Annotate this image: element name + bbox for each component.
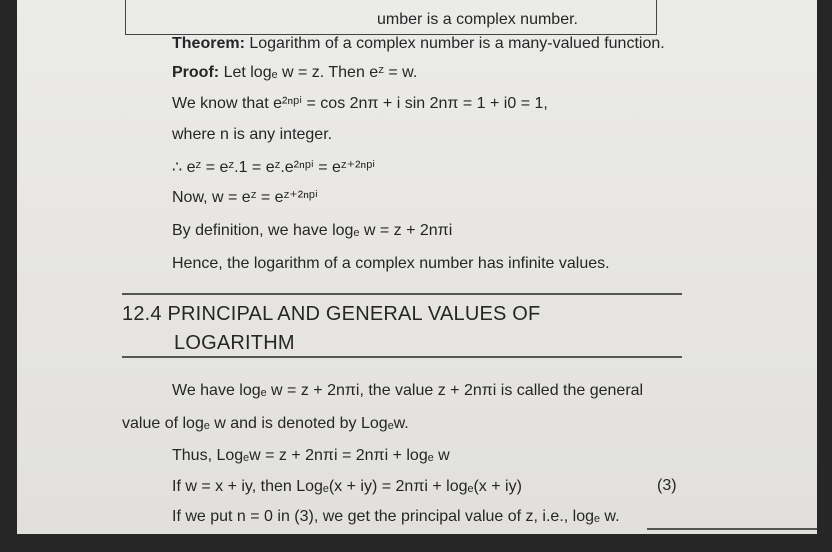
know-line: We know that e²ⁿᵖⁱ = cos 2nπ + i sin 2nπ = 1 + i0 = 1, [172, 95, 548, 112]
section-number: 12.4 [122, 303, 162, 325]
section-title-line2: LOGARITHM [174, 332, 295, 354]
theorem-label: Theorem: [172, 35, 245, 52]
textbook-page [17, 0, 817, 534]
proof-label: Proof: [172, 64, 220, 81]
now-line: Now, w = eᶻ = eᶻ⁺²ⁿᵖⁱ [172, 189, 318, 206]
integer-line: where n is any integer. [172, 126, 333, 143]
section-top-rule [122, 293, 682, 295]
body-line-1: We have logₑ w = z + 2nπi, the value z + 2nπi is called the general [172, 382, 644, 399]
body-line-2: value of logₑ w and is denoted by Logₑw. [122, 415, 409, 432]
definition-line: By definition, we have logₑ w = z + 2nπi [172, 222, 453, 239]
section-title-line1: PRINCIPAL AND GENERAL VALUES OF [167, 303, 541, 325]
section-bottom-rule [122, 356, 682, 358]
theorem-line [172, 34, 665, 54]
body-line-4: If w = x + iy, then Logₑ(x + iy) = 2nπi + logₑ(x + iy) [172, 478, 522, 495]
body-line-5: If we put n = 0 in (3), we get the principal value of z, i.e., logₑ w. [172, 508, 620, 525]
equation-number: (3) [657, 477, 677, 494]
bottom-edge-rule [647, 528, 817, 530]
proof-line [172, 63, 417, 83]
header-fragment: umber is a complex number. [377, 11, 578, 28]
section-heading-line1 [122, 302, 540, 326]
proof-text: Let logₑ w = z. Then eᶻ = w. [223, 64, 418, 81]
hence-line: Hence, the logarithm of a complex number has infinite values. [172, 255, 610, 272]
theorem-text: Logarithm of a complex number is a many-valued function. [249, 35, 665, 52]
therefore-line: ∴ eᶻ = eᶻ.1 = eᶻ.e²ⁿᵖⁱ = eᶻ⁺²ⁿᵖⁱ [172, 159, 376, 176]
body-line-3: Thus, Logₑw = z + 2nπi = 2nπi + logₑ w [172, 447, 450, 464]
